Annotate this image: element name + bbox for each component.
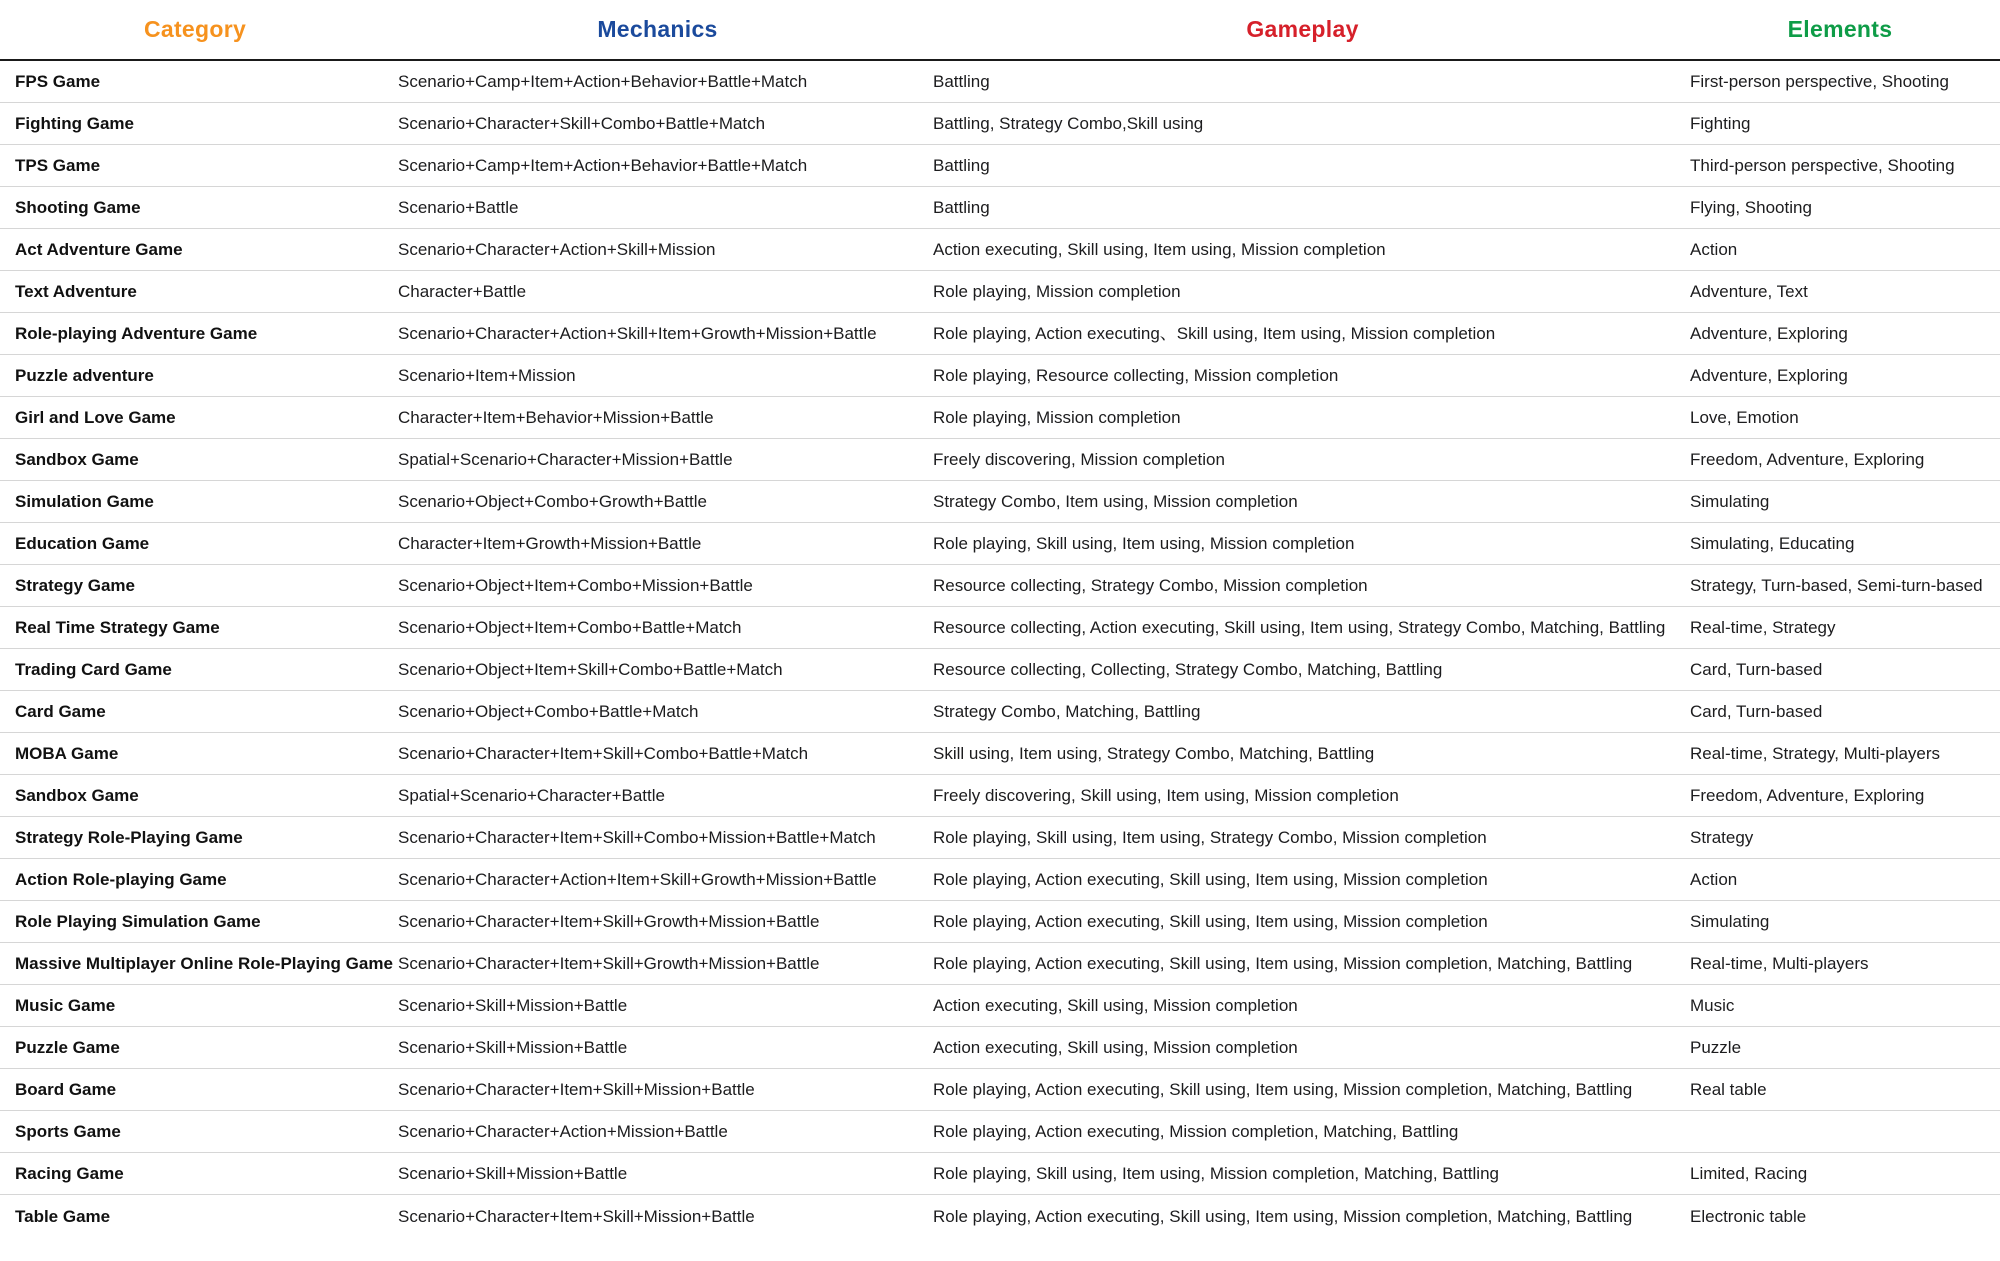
category-cell: Board Game bbox=[15, 1080, 117, 1099]
elements-cell: Real-time, Multi-players bbox=[1690, 954, 1869, 973]
gameplay-cell: Role playing, Action executing, Skill using, Item using, Mission completion, Matching, Battling bbox=[933, 954, 1633, 973]
table-row bbox=[0, 649, 2000, 691]
gameplay-cell: Role playing, Action executing, Skill using, Item using, Mission completion, Matching, Battling bbox=[933, 1080, 1633, 1099]
table-row bbox=[0, 691, 2000, 733]
category-cell: Puzzle Game bbox=[15, 1038, 120, 1057]
column-header-category: Category bbox=[143, 16, 247, 42]
elements-cell: Freedom, Adventure, Exploring bbox=[1690, 450, 1925, 469]
gameplay-cell: Battling bbox=[933, 72, 990, 91]
table-row bbox=[0, 481, 2000, 523]
gameplay-cell: Role playing, Action executing, Skill using, Item using, Mission completion, Matching, Battling bbox=[933, 1206, 1633, 1226]
gameplay-cell: Role playing, Mission completion bbox=[933, 408, 1181, 427]
gameplay-cell: Resource collecting, Collecting, Strategy Combo, Matching, Battling bbox=[933, 660, 1443, 679]
elements-cell: Real-time, Strategy, Multi-players bbox=[1690, 744, 1941, 763]
table-header-row bbox=[0, 0, 2000, 61]
category-cell: TPS Game bbox=[15, 156, 101, 175]
mechanics-cell: Scenario+Battle bbox=[398, 198, 519, 217]
elements-cell: Card, Turn-based bbox=[1690, 702, 1823, 721]
table-row bbox=[0, 859, 2000, 901]
elements-cell: Third-person perspective, Shooting bbox=[1690, 156, 1955, 175]
gameplay-cell: Role playing, Action executing, Skill using, Item using, Mission completion bbox=[933, 870, 1488, 889]
gameplay-cell: Strategy Combo, Matching, Battling bbox=[933, 702, 1201, 721]
table-row bbox=[0, 145, 2000, 187]
category-cell: Sandbox Game bbox=[15, 786, 139, 805]
gameplay-cell: Role playing, Action executing, Skill using, Item using, Mission completion bbox=[933, 912, 1488, 931]
category-cell: Strategy Game bbox=[15, 576, 135, 595]
elements-cell: Card, Turn-based bbox=[1690, 660, 1823, 679]
elements-cell: Puzzle bbox=[1690, 1038, 1742, 1057]
gameplay-cell: Skill using, Item using, Strategy Combo, Matching, Battling bbox=[933, 744, 1375, 763]
category-cell: Racing Game bbox=[15, 1164, 124, 1183]
table-row bbox=[0, 439, 2000, 481]
table-row bbox=[0, 355, 2000, 397]
category-cell: Music Game bbox=[15, 996, 116, 1015]
mechanics-cell: Spatial+Scenario+Character+Battle bbox=[398, 786, 665, 805]
category-cell: Shooting Game bbox=[15, 198, 141, 217]
mechanics-cell: Character+Item+Growth+Mission+Battle bbox=[398, 534, 702, 553]
category-cell: Role-playing Adventure Game bbox=[15, 324, 258, 343]
category-cell: Real Time Strategy Game bbox=[15, 618, 220, 637]
mechanics-cell: Scenario+Character+Item+Skill+Combo+Battle+Match bbox=[398, 744, 809, 763]
elements-cell: Strategy, Turn-based, Semi-turn-based bbox=[1690, 576, 1983, 595]
mechanics-cell: Scenario+Item+Mission bbox=[398, 366, 576, 385]
table-row bbox=[0, 607, 2000, 649]
gameplay-cell: Action executing, Skill using, Mission completion bbox=[933, 1038, 1298, 1057]
elements-cell: Simulating, Educating bbox=[1690, 534, 1855, 553]
mechanics-cell: Scenario+Character+Skill+Combo+Battle+Match bbox=[398, 114, 766, 133]
table-row bbox=[0, 61, 2000, 103]
gameplay-cell: Strategy Combo, Item using, Mission completion bbox=[933, 492, 1298, 511]
mechanics-cell: Scenario+Character+Action+Skill+Mission bbox=[398, 240, 716, 259]
gameplay-cell: Freely discovering, Skill using, Item using, Mission completion bbox=[933, 786, 1399, 805]
mechanics-cell: Scenario+Object+Item+Combo+Mission+Battle bbox=[398, 576, 753, 595]
elements-cell: Adventure, Exploring bbox=[1690, 366, 1848, 385]
table-row bbox=[0, 271, 2000, 313]
elements-cell: Limited, Racing bbox=[1690, 1164, 1808, 1183]
table-row bbox=[0, 901, 2000, 943]
elements-cell: First-person perspective, Shooting bbox=[1690, 72, 1949, 91]
table-row bbox=[0, 313, 2000, 355]
elements-cell: Adventure, Text bbox=[1690, 282, 1808, 301]
mechanics-cell: Scenario+Character+Item+Skill+Combo+Mission+Battle+Match bbox=[398, 828, 876, 847]
gameplay-cell: Role playing, Mission completion bbox=[933, 282, 1181, 301]
gameplay-cell: Battling bbox=[933, 198, 990, 217]
category-cell: Act Adventure Game bbox=[15, 240, 183, 259]
gameplay-cell: Resource collecting, Strategy Combo, Mission completion bbox=[933, 576, 1368, 595]
elements-cell: Simulating bbox=[1690, 912, 1770, 931]
table-row bbox=[0, 775, 2000, 817]
table-row bbox=[0, 103, 2000, 145]
category-cell: Trading Card Game bbox=[15, 660, 172, 679]
gameplay-cell: Action executing, Skill using, Mission completion bbox=[933, 996, 1298, 1015]
mechanics-cell: Scenario+Character+Action+Item+Skill+Growth+Mission+Battle bbox=[398, 870, 877, 889]
elements-cell: Electronic table bbox=[1690, 1206, 1807, 1226]
category-cell: Sandbox Game bbox=[15, 450, 139, 469]
mechanics-cell: Scenario+Character+Item+Skill+Mission+Battle bbox=[398, 1080, 755, 1099]
mechanics-cell: Scenario+Skill+Mission+Battle bbox=[398, 1164, 628, 1183]
table-row bbox=[0, 229, 2000, 271]
table-row bbox=[0, 397, 2000, 439]
gameplay-cell: Role playing, Skill using, Item using, Mission completion, Matching, Battling bbox=[933, 1164, 1499, 1183]
gameplay-cell: Role playing, Resource collecting, Mission completion bbox=[933, 366, 1339, 385]
table-row bbox=[0, 1195, 2000, 1237]
category-cell: Role Playing Simulation Game bbox=[15, 912, 261, 931]
column-header-gameplay: Gameplay bbox=[1246, 16, 1359, 42]
mechanics-cell: Scenario+Character+Item+Skill+Growth+Mission+Battle bbox=[398, 912, 820, 931]
mechanics-cell: Spatial+Scenario+Character+Mission+Battle bbox=[398, 450, 733, 469]
gameplay-cell: Role playing, Skill using, Item using, Mission completion bbox=[933, 534, 1355, 553]
elements-cell: Fighting bbox=[1690, 114, 1751, 133]
mechanics-cell: Character+Item+Behavior+Mission+Battle bbox=[398, 408, 714, 427]
mechanics-cell: Scenario+Character+Action+Mission+Battle bbox=[398, 1122, 728, 1141]
table-row bbox=[0, 985, 2000, 1027]
mechanics-cell: Scenario+Character+Item+Skill+Mission+Battle bbox=[398, 1206, 755, 1226]
mechanics-cell: Scenario+Camp+Item+Action+Behavior+Battle+Match bbox=[398, 156, 808, 175]
table-row bbox=[0, 187, 2000, 229]
elements-cell: Love, Emotion bbox=[1690, 408, 1799, 427]
category-cell: Card Game bbox=[15, 702, 106, 721]
elements-cell: Freedom, Adventure, Exploring bbox=[1690, 786, 1925, 805]
elements-cell: Adventure, Exploring bbox=[1690, 324, 1848, 343]
elements-cell: Music bbox=[1690, 996, 1735, 1015]
category-cell: Table Game bbox=[15, 1206, 111, 1226]
mechanics-cell: Scenario+Character+Action+Skill+Item+Growth+Mission+Battle bbox=[398, 324, 877, 343]
table-row bbox=[0, 1027, 2000, 1069]
column-header-mechanics: Mechanics bbox=[597, 16, 718, 42]
category-cell: Simulation Game bbox=[15, 492, 154, 511]
table-row bbox=[0, 817, 2000, 859]
mechanics-cell: Scenario+Object+Combo+Growth+Battle bbox=[398, 492, 708, 511]
gameplay-cell: Resource collecting, Action executing, Skill using, Item using, Strategy Combo, Matching, Battling bbox=[933, 618, 1666, 637]
mechanics-cell: Scenario+Skill+Mission+Battle bbox=[398, 996, 628, 1015]
elements-cell: Flying, Shooting bbox=[1690, 198, 1812, 217]
mechanics-cell: Scenario+Object+Item+Skill+Combo+Battle+Match bbox=[398, 660, 783, 679]
category-cell: Massive Multiplayer Online Role-Playing Game bbox=[15, 954, 393, 973]
elements-cell: Strategy bbox=[1690, 828, 1754, 847]
table-row bbox=[0, 523, 2000, 565]
table-body bbox=[0, 61, 2000, 1237]
column-header-elements: Elements bbox=[1787, 16, 1893, 42]
mechanics-cell: Scenario+Camp+Item+Action+Behavior+Battle+Match bbox=[398, 72, 808, 91]
category-cell: Action Role-playing Game bbox=[15, 870, 227, 889]
table-row bbox=[0, 565, 2000, 607]
category-cell: FPS Game bbox=[15, 72, 101, 91]
gameplay-cell: Battling bbox=[933, 156, 990, 175]
elements-cell: Simulating bbox=[1690, 492, 1770, 511]
gameplay-cell: Role playing, Action executing, Mission completion, Matching, Battling bbox=[933, 1122, 1459, 1141]
category-cell: MOBA Game bbox=[15, 744, 119, 763]
table-row bbox=[0, 733, 2000, 775]
table-row bbox=[0, 943, 2000, 985]
mechanics-cell: Scenario+Object+Combo+Battle+Match bbox=[398, 702, 699, 721]
gameplay-cell: Role playing, Action executing、Skill using, Item using, Mission completion bbox=[933, 324, 1496, 343]
mechanics-cell: Scenario+Object+Item+Combo+Battle+Match bbox=[398, 618, 742, 637]
category-cell: Text Adventure bbox=[15, 282, 137, 301]
mechanics-cell: Scenario+Character+Item+Skill+Growth+Mission+Battle bbox=[398, 954, 820, 973]
elements-cell: Real-time, Strategy bbox=[1690, 618, 1836, 637]
table-row bbox=[0, 1111, 2000, 1153]
elements-cell: Action bbox=[1690, 240, 1738, 259]
gameplay-cell: Freely discovering, Mission completion bbox=[933, 450, 1225, 469]
category-cell: Strategy Role-Playing Game bbox=[15, 828, 243, 847]
elements-cell: Action bbox=[1690, 870, 1738, 889]
category-cell: Sports Game bbox=[15, 1122, 121, 1141]
mechanics-cell: Character+Battle bbox=[398, 282, 527, 301]
gameplay-cell: Battling, Strategy Combo,Skill using bbox=[933, 114, 1204, 133]
table-row bbox=[0, 1069, 2000, 1111]
mechanics-cell: Scenario+Skill+Mission+Battle bbox=[398, 1038, 628, 1057]
elements-cell: Real table bbox=[1690, 1080, 1767, 1099]
category-cell: Fighting Game bbox=[15, 114, 134, 133]
category-cell: Education Game bbox=[15, 534, 150, 553]
gameplay-cell: Role playing, Skill using, Item using, Strategy Combo, Mission completion bbox=[933, 828, 1487, 847]
category-cell: Girl and Love Game bbox=[15, 408, 176, 427]
gameplay-cell: Action executing, Skill using, Item using, Mission completion bbox=[933, 240, 1386, 259]
table-row bbox=[0, 1153, 2000, 1195]
category-cell: Puzzle adventure bbox=[15, 366, 154, 385]
